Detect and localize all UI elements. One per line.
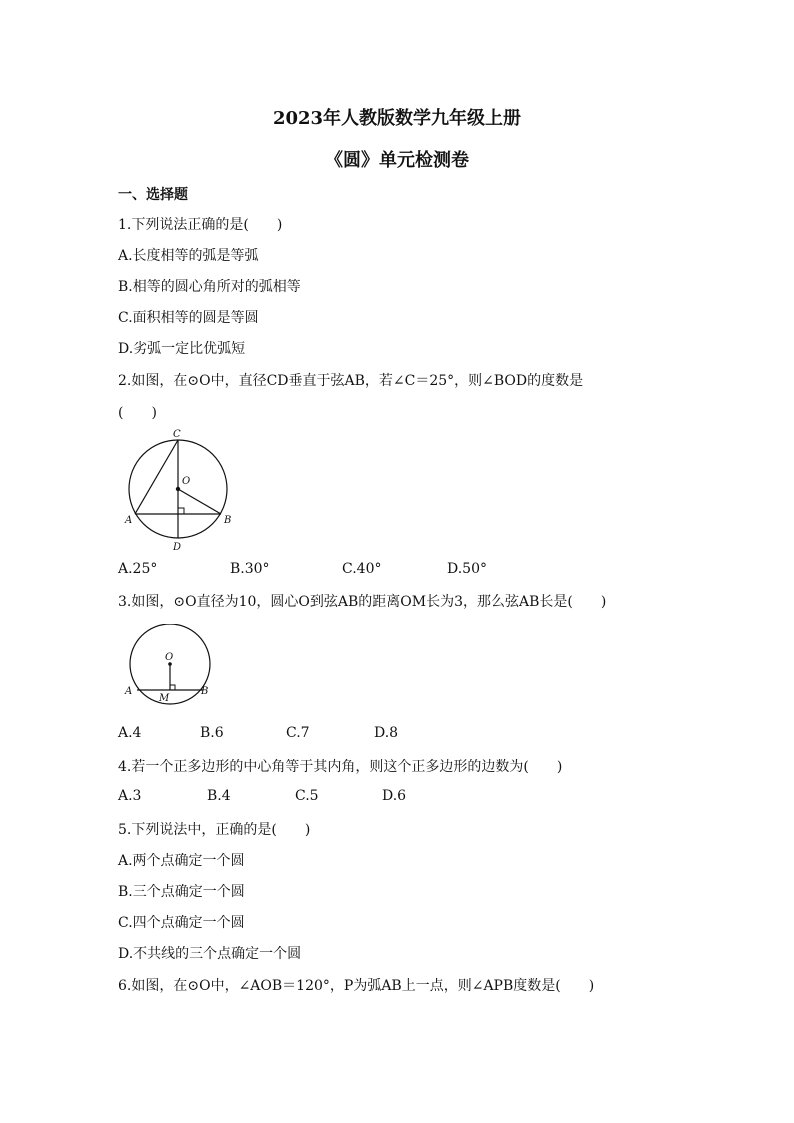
- section-heading: 一、选择题: [118, 187, 188, 203]
- question-5-stem: 5.下列说法中，正确的是( ): [118, 822, 311, 838]
- label-d: D: [173, 542, 182, 553]
- question-3-stem: 3.如图，⊙O直径为10，圆心O到弦AB的距离OM长为3，那么弦AB长是( ): [118, 594, 607, 610]
- question-5-option-b: B.三个点确定一个圆: [118, 884, 245, 900]
- question-4-option-c: C.5: [295, 788, 319, 804]
- question-5-option-c: C.四个点确定一个圆: [118, 915, 245, 931]
- question-2-option-a: A.25°: [118, 561, 158, 577]
- question-5-option-d: D.不共线的三个点确定一个圆: [118, 946, 302, 962]
- question-2-option-c: C.40°: [342, 561, 382, 577]
- question-3-option-a: A.4: [118, 725, 142, 741]
- label-a: A: [125, 686, 133, 697]
- label-o: O: [182, 476, 191, 487]
- question-3-option-c: C.7: [286, 725, 310, 741]
- question-5-option-a: A.两个点确定一个圆: [118, 853, 245, 869]
- center-point: [176, 487, 180, 491]
- question-4-stem: 4.若一个正多边形的中心角等于其内角，则这个正多边形的边数为( ): [118, 759, 563, 775]
- question-1-stem: 1.下列说法正确的是( ): [118, 217, 283, 233]
- question-4-option-b: B.4: [207, 788, 231, 804]
- label-a: A: [125, 515, 133, 526]
- question-2-stem-continued: ( ): [118, 405, 157, 421]
- question-4-option-d: D.6: [382, 788, 407, 804]
- question-1-option-c: C.面积相等的圆是等圆: [118, 310, 259, 326]
- question-2-option-d: D.50°: [447, 561, 487, 577]
- page-title: 2023年人教版数学九年级上册: [272, 108, 522, 129]
- question-2-figure: [118, 425, 240, 555]
- label-b: B: [224, 515, 232, 526]
- question-6-stem: 6.如图，在⊙O中，∠AOB＝120°，P为弧AB上一点，则∠APB度数是( ): [118, 978, 595, 994]
- question-3-figure: [118, 624, 218, 706]
- label-b: B: [201, 686, 209, 697]
- question-1-option-a: A.长度相等的弧是等弧: [118, 248, 259, 264]
- question-3-option-b: B.6: [200, 725, 224, 741]
- page-subtitle: 《圆》单元检测卷: [325, 150, 469, 171]
- right-angle-mark: [178, 508, 184, 514]
- label-o: O: [165, 652, 174, 663]
- question-4-option-a: A.3: [118, 788, 142, 804]
- question-2-stem: 2.如图，在⊙O中，直径CD垂直于弦AB，若∠C＝25°，则∠BOD的度数是: [118, 373, 584, 389]
- label-m: M: [159, 693, 170, 704]
- right-angle-mark: [170, 685, 175, 690]
- question-2-option-b: B.30°: [230, 561, 270, 577]
- question-1-option-d: D.劣弧一定比优弧短: [118, 341, 246, 357]
- question-3-option-d: D.8: [374, 725, 399, 741]
- segment-ca: [135, 440, 178, 514]
- label-c: C: [173, 429, 181, 440]
- question-1-option-b: B.相等的圆心角所对的弧相等: [118, 279, 301, 295]
